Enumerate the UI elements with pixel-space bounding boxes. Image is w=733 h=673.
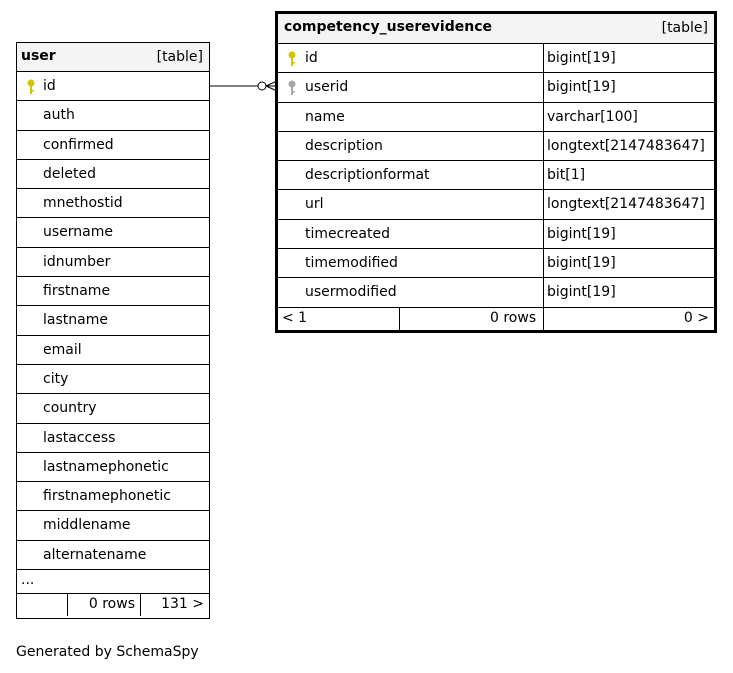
column-type: bit[1]: [547, 167, 586, 184]
column-name: middlename: [43, 517, 131, 534]
column-type: bigint[19]: [547, 225, 616, 242]
competency-userevidence-table[interactable]: [275, 11, 717, 333]
column-name: lastnamephonetic: [43, 458, 169, 475]
user-table[interactable]: [16, 42, 210, 619]
column-type: bigint[19]: [547, 284, 616, 301]
table-row[interactable]: [17, 277, 209, 306]
table-row[interactable]: [17, 248, 209, 277]
user-table-name: user: [21, 48, 56, 64]
user-table-footer: [17, 594, 209, 616]
column-name: deleted: [43, 165, 96, 182]
evidence-footer-right[interactable]: 0 >: [683, 309, 709, 326]
table-row[interactable]: [17, 101, 209, 130]
user-table-rows: [17, 72, 209, 570]
column-name: alternatename: [43, 546, 147, 563]
column-type: varchar[100]: [547, 108, 638, 125]
column-name: url: [305, 196, 324, 213]
primary-key-icon: [287, 51, 297, 67]
user-table-kind: [table]: [156, 49, 203, 65]
column-type: bigint[19]: [547, 50, 616, 66]
primary-key-icon: [26, 79, 36, 95]
column-name: email: [43, 341, 82, 358]
column-name: userid: [305, 79, 349, 96]
column-name: mnethostid: [43, 195, 123, 212]
column-type: bigint[19]: [547, 255, 616, 272]
column-name: auth: [43, 107, 75, 124]
evidence-footer-left[interactable]: < 1: [282, 309, 308, 326]
table-row[interactable]: [278, 161, 714, 190]
table-row[interactable]: [17, 72, 209, 101]
table-row[interactable]: [278, 44, 714, 73]
table-row[interactable]: [17, 424, 209, 453]
user-table-header[interactable]: [17, 43, 209, 72]
evidence-footer-rows: 0 rows: [490, 309, 537, 326]
table-row[interactable]: [17, 365, 209, 394]
user-footer-right[interactable]: 131 >: [161, 596, 204, 613]
table-row[interactable]: [278, 249, 714, 278]
table-row[interactable]: [278, 132, 714, 161]
table-row[interactable]: [17, 160, 209, 189]
user-footer-rows: 0 rows: [88, 596, 135, 613]
table-row[interactable]: [278, 278, 714, 307]
column-name: timecreated: [305, 225, 390, 242]
column-name: name: [305, 108, 345, 125]
table-row[interactable]: [17, 218, 209, 247]
evidence-table-header[interactable]: [278, 14, 714, 44]
table-row[interactable]: [17, 189, 209, 218]
column-name: firstname: [43, 283, 111, 300]
column-name: username: [43, 224, 113, 241]
column-name: id: [43, 78, 56, 94]
user-table-ellipsis: ...: [21, 572, 35, 589]
table-row[interactable]: [17, 131, 209, 160]
column-name: confirmed: [43, 136, 114, 153]
table-row[interactable]: [278, 103, 714, 132]
edge-zero-marker: [258, 82, 266, 90]
column-name: city: [43, 370, 69, 387]
column-name: id: [305, 50, 318, 66]
evidence-table-kind: [table]: [661, 20, 708, 36]
table-row[interactable]: [17, 453, 209, 482]
foreign-key-icon: [287, 80, 297, 96]
user-table-ellipsis-row: [17, 570, 209, 594]
column-name: lastname: [43, 312, 108, 329]
column-name: country: [43, 400, 97, 417]
column-name: firstnamephonetic: [43, 488, 171, 505]
table-row[interactable]: [278, 190, 714, 219]
table-row[interactable]: [17, 306, 209, 335]
evidence-table-rows: [278, 44, 714, 308]
column-name: descriptionformat: [305, 167, 430, 184]
column-type: bigint[19]: [547, 79, 616, 96]
column-name: description: [305, 137, 383, 154]
table-row[interactable]: [17, 482, 209, 511]
column-name: idnumber: [43, 253, 111, 270]
table-row[interactable]: [278, 73, 714, 102]
table-row[interactable]: [278, 220, 714, 249]
column-type: longtext[2147483647]: [547, 137, 705, 154]
table-row[interactable]: [17, 541, 209, 570]
column-name: usermodified: [305, 284, 397, 301]
column-name: lastaccess: [43, 429, 116, 446]
table-row[interactable]: [17, 394, 209, 423]
schemaspy-credit: Generated by SchemaSpy: [16, 644, 199, 660]
table-row[interactable]: [17, 336, 209, 365]
column-name: timemodified: [305, 255, 398, 272]
evidence-table-footer: [278, 308, 714, 331]
evidence-table-name: competency_userevidence: [284, 19, 492, 35]
table-row[interactable]: [17, 511, 209, 540]
column-type: longtext[2147483647]: [547, 196, 705, 213]
